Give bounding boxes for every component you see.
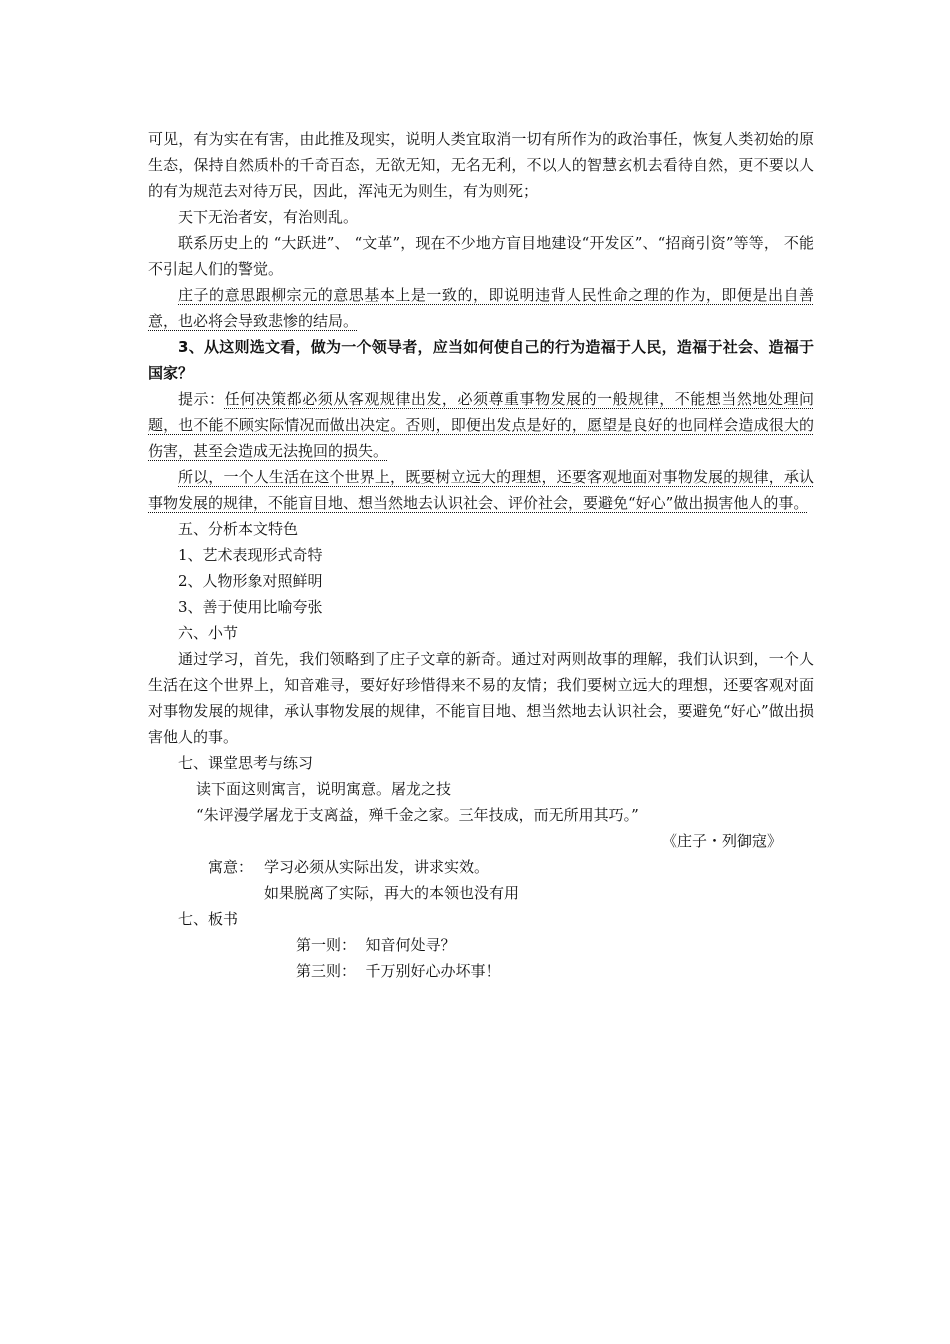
conclusion-text: 所以，一个人生活在这个世界上，既要树立远大的理想，还要客观地面对事物发展的规律，承认事物发展的规律，不能盲目地、想当然地去认识社会、评价社会，要避免“好心”做出损害他人的事。 [148,468,814,512]
answer-paragraph-4-text: 庄子的意思跟柳宗元的意思基本上是一致的，即说明违背人民性命之理的作为，即便是出自善意，也必将会导致悲惨的结局。 [148,286,814,330]
board-line-2: 第三则： 千万别好心办坏事！ [296,962,501,980]
answer-paragraph-2: 天下无治者安，有治则乱。 [178,208,359,226]
meaning-row-1 [148,854,814,880]
meaning-label: 寓意： [208,858,254,876]
answer-paragraph-4 [148,282,814,334]
question-3-conclusion [148,464,814,516]
section-5-item-2: 2、人物形象对照鲜明 [178,572,323,590]
document-page [148,126,814,984]
answer-paragraph-1: 可见，有为实在有害，由此推及现实，说明人类宜取消一切有所作为的政治事任，恢复人类初始的原生态，保持自然质朴的千奇百态，无欲无知，无名无利，不以人的智慧玄机去看待自然，更不要以人的有为规范去对待万民，因此，浑沌无为则生，有为则死； [148,130,814,200]
section-5-item-3: 3、善于使用比喻夸张 [178,598,323,616]
section-6-text: 通过学习，首先，我们领略到了庄子文章的新奇。通过对两则故事的理解，我们认识到，一个人生活在这个世界上，知音难寻，要好好珍惜得来不易的友情；我们要树立远大的理想，还要客观对面对事物发展的规律，承认事物发展的规律，不能盲目地、想当然地去认识社会，要避免“好心”做出损害他人的事。 [148,650,814,746]
board-line-1: 第一则： 知音何处寻？ [296,936,456,954]
meaning-line-2: 如果脱离了实际，再大的本领也没有用 [264,884,520,902]
question-3-title: 3、从这则选文看，做为一个领导者，应当如何使自己的行为造福于人民，造福于社会、造福于国家？ [148,338,814,382]
section-5-heading: 五、分析本文特色 [178,520,299,538]
section-8-heading: 七、板书 [178,910,239,928]
hint-label: 提示： [178,390,225,408]
question-3-hint [148,386,814,464]
section-7-source: 《庄子・列御寇》 [661,832,782,850]
meaning-row-2 [148,880,814,906]
section-5-item-1: 1、艺术表现形式奇特 [178,546,323,564]
hint-text: 任何决策都必须从客观规律出发，必须尊重事物发展的一般规律，不能想当然地处理问题，也不能不顾实际情况而做出决定。否则，即便出发点是好的，愿望是良好的也同样会造成很大的伤害，甚至会造成无法挽回的损失。 [148,390,814,460]
section-7-instruction: 读下面这则寓言，说明寓意。屠龙之技 [196,780,452,798]
section-6-heading: 六、小节 [178,624,239,642]
meaning-line-1: 学习必须从实际出发，讲求实效。 [264,858,490,876]
answer-paragraph-3: 联系历史上的 “大跃进”、 “文革”，现在不少地方盲目地建设“开发区”、“招商引资”等等， 不能不引起人们的警觉。 [148,234,814,278]
section-7-quote: “朱评漫学屠龙于支离益，殚千金之家。三年技成，而无所用其巧。” [196,806,639,824]
section-7-heading: 七、课堂思考与练习 [178,754,314,772]
meaning-label-spacer [208,880,264,906]
